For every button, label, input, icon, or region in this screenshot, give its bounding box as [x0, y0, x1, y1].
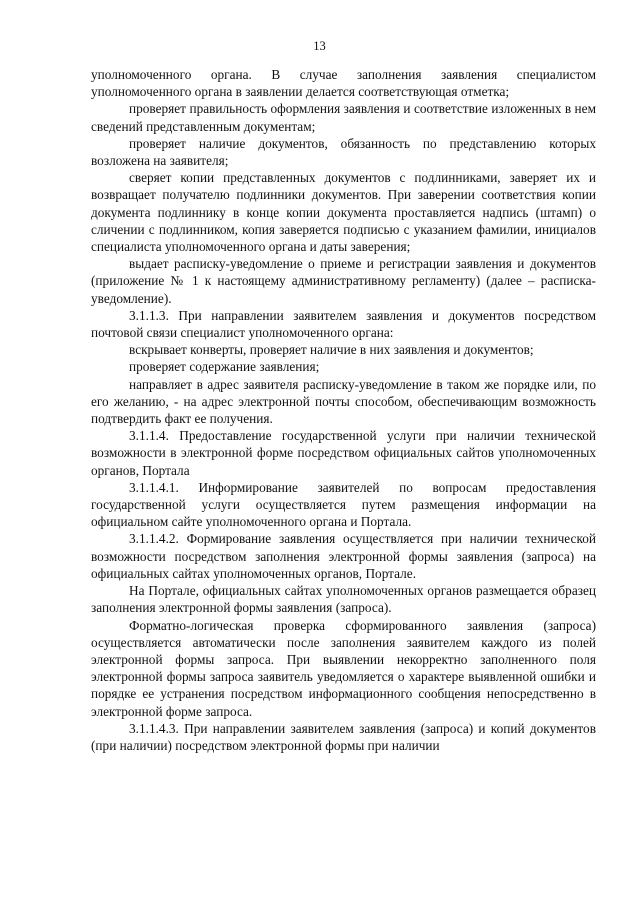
paragraph: 3.1.1.3. При направлении заявителем заявления и документов посредством почтовой связи специалист уполномоченного органа:: [91, 307, 596, 341]
paragraph: На Портале, официальных сайтах уполномоченных органов размещается образец заполнения электронной формы заявления (запроса).: [91, 583, 596, 616]
paragraph: проверяет содержание заявления;: [129, 359, 320, 375]
paragraph: проверяет правильность оформления заявления и соответствие изложенных в нем сведений представленным документам;: [91, 101, 596, 134]
page-number: 13: [313, 39, 326, 53]
paragraph: 3.1.1.4.2. Формирование заявления осуществляется при наличии технической возможности посредством заполнения электронной формы заявления (запроса) на официальных сайтах уполномоченных органов, Портале.: [91, 531, 596, 581]
paragraph: вскрывает конверты, проверяет наличие в них заявления и документов;: [129, 342, 534, 358]
paragraph: уполномоченного органа. В случае заполнения заявления специалистом уполномоченного органа в заявлении делается соответствующая отметка;: [91, 67, 596, 100]
paragraph: 3.1.1.4. Предоставление государственной услуги при наличии технической возможности в электронной форме посредством официальных сайтов уполномоченных органов, Портала: [91, 428, 596, 478]
paragraph: выдает расписку-уведомление о приеме и регистрации заявления и документов (приложение № 1 к настоящему административному регламенту) (далее – расписка-уведомление).: [91, 256, 596, 306]
paragraph: направляет в адрес заявителя расписку-уведомление в таком же порядке или, по его желанию, - на адрес электронной почты способом, обеспечивающим возможность подтвердить факт ее получения.: [91, 376, 596, 427]
document-body: [91, 66, 596, 754]
paragraph: проверяет наличие документов, обязанность по представлению которых возложена на заявителя;: [91, 135, 596, 169]
paragraph: сверяет копии представленных документов с подлинниками, заверяет их и возвращает получателю подлинники документов. При заверении соответствия копии документа подлиннику в конце копии документа проставляется надпись (штамп) о сличении с подлинником, копия заверяется подписью с указанием фамилии, инициалов специалиста уполномоченного органа и даты заверения;: [91, 170, 596, 255]
paragraph: 3.1.1.4.3. При направлении заявителем заявления (запроса) и копий документов (при наличии) посредством электронной формы при наличии: [91, 720, 596, 753]
paragraph: Форматно-логическая проверка сформированного заявления (запроса) осуществляется автоматически после заполнения заявителем каждого из полей электронной формы запроса. При выявлении некорректно заполненного поля электронной формы запроса заявитель уведомляется о характере выявленной ошибки и порядке ее устранения посредством информационного сообщения непосредственно в электронной форме запроса.: [91, 617, 596, 719]
paragraph: 3.1.1.4.1. Информирование заявителей по вопросам предоставления государственной услуги осуществляется путем размещения информации на официальном сайте уполномоченного органа и Портала.: [91, 479, 596, 530]
